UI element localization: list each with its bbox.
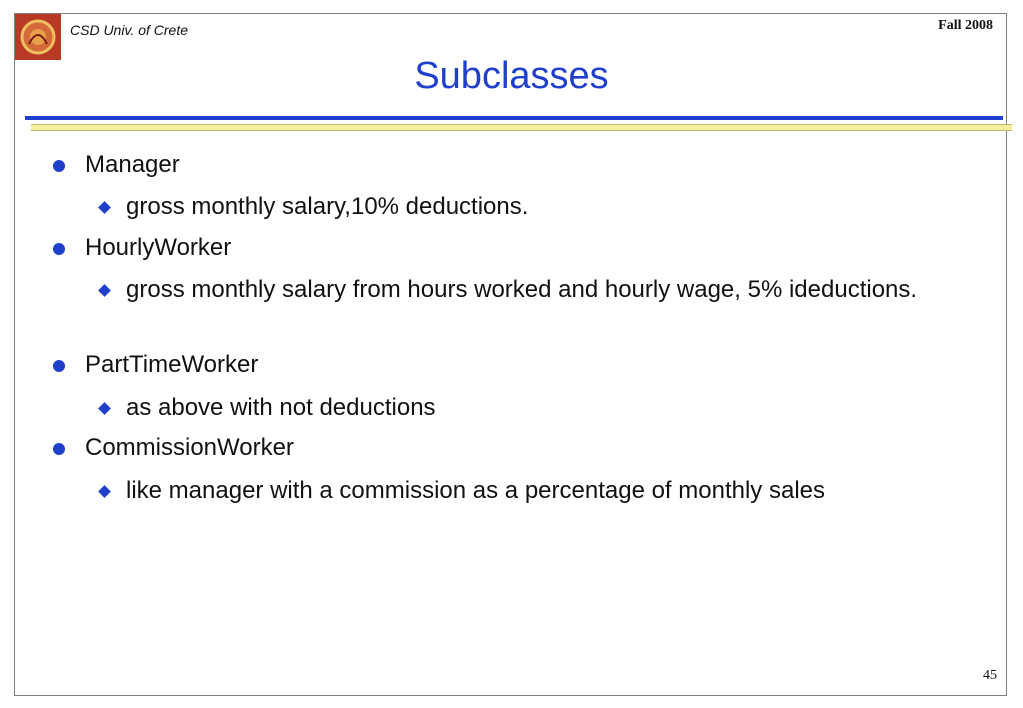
sub-bullet-item: as above with not deductions — [126, 394, 436, 421]
title-rule-blue — [25, 116, 1003, 120]
bullet-dot-icon — [53, 360, 65, 372]
sub-bullet-item: gross monthly salary from hours worked and hourly wage, 5% ideductions. — [126, 276, 918, 303]
institution-name: CSD Univ. of Crete — [70, 22, 188, 38]
bullet-dot-icon — [53, 443, 65, 455]
bullet-item: CommissionWorker — [85, 434, 294, 461]
bullet-dot-icon — [53, 160, 65, 172]
slide-title: Subclasses — [414, 55, 609, 97]
bullet-item: PartTimeWorker — [85, 351, 259, 378]
sub-bullet-item: like manager with a commission as a percentage of monthly sales — [126, 477, 825, 504]
bullet-item: Manager — [85, 151, 180, 178]
sub-bullet-item: gross monthly salary,10% deductions. — [126, 193, 529, 220]
term-label: Fall 2008 — [938, 18, 993, 33]
bullet-item: HourlyWorker — [85, 234, 232, 261]
university-logo — [15, 14, 61, 60]
title-rule-yellow — [31, 124, 1012, 131]
page-number: 45 — [983, 668, 997, 683]
bullet-dot-icon — [53, 243, 65, 255]
